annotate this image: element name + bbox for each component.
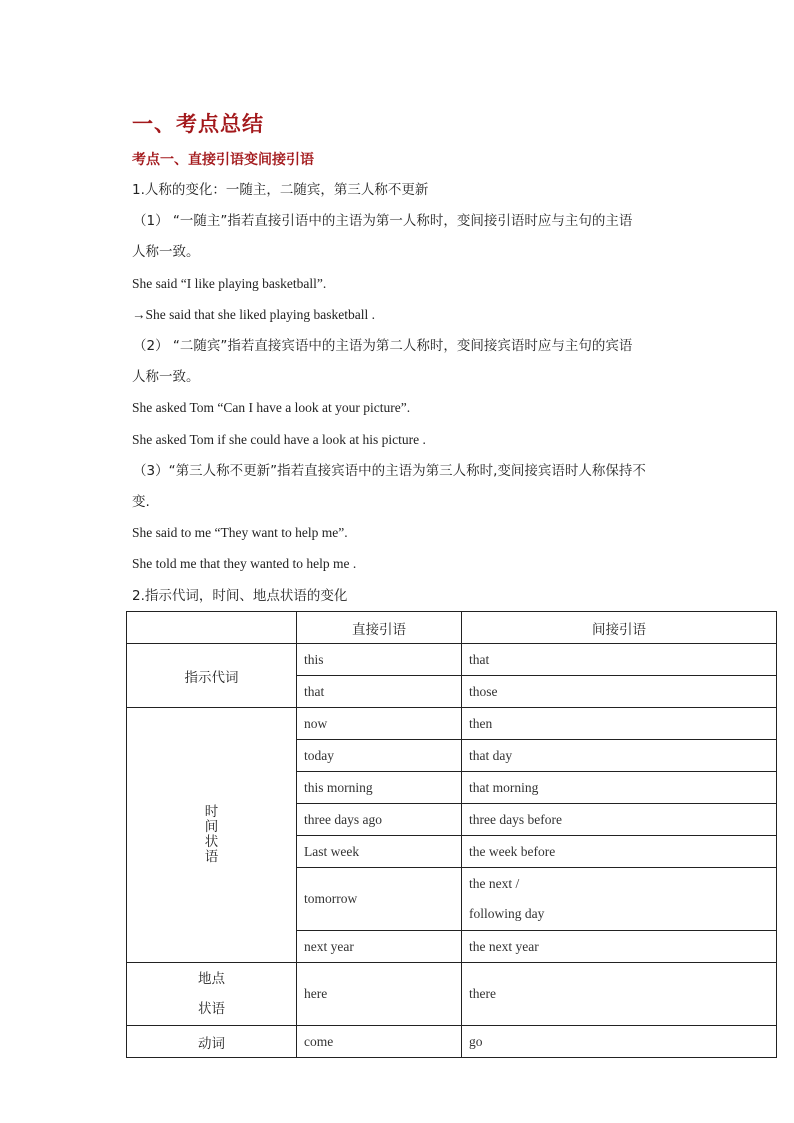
topic-heading: 考点一、直接引语变间接引语 (132, 152, 314, 168)
table-header-cell: 间接引语 (462, 612, 777, 644)
indirect-cell: those (462, 676, 777, 708)
body-line: 2.指示代词，时间、地点状语的变化 (132, 588, 348, 604)
table-row (127, 1026, 777, 1058)
direct-cell: come (297, 1026, 462, 1058)
indirect-line: the next / (469, 876, 520, 891)
direct-cell: Last week (297, 836, 462, 868)
table-header-row (127, 612, 777, 644)
indirect-cell (462, 868, 777, 931)
direct-cell: today (297, 740, 462, 772)
indirect-cell: that (462, 644, 777, 676)
direct-cell: three days ago (297, 804, 462, 836)
indirect-cell: the week before (462, 836, 777, 868)
example-sentence: →She said that she liked playing basketball . (132, 307, 375, 322)
body-line: （1） “一随主”指若直接引语中的主语为第一人称时，变间接引语时应与主句的主语 (133, 213, 633, 229)
body-line: 人称一致。 (132, 244, 200, 260)
table-row (127, 963, 777, 1026)
example-sentence: She told me that they wanted to help me . (132, 556, 357, 571)
section-heading: 一、考点总结 (132, 111, 264, 136)
group-label: 指示代词 (127, 644, 297, 708)
example-sentence: She said “I like playing basketball”. (132, 276, 327, 291)
body-line: 人称一致。 (132, 369, 200, 385)
group-label: 动词 (127, 1026, 297, 1058)
indirect-cell: the next year (462, 931, 777, 963)
body-line: （2） “二随宾”指若直接宾语中的主语为第二人称时，变间接宾语时应与主句的宾语 (133, 338, 633, 354)
example-sentence: She asked Tom if she could have a look at his picture . (132, 432, 426, 447)
indirect-cell: three days before (462, 804, 777, 836)
indirect-cell: there (462, 963, 777, 1026)
direct-cell: next year (297, 931, 462, 963)
body-line: （3）“第三人称不更新”指若直接宾语中的主语为第三人称时,变间接宾语时人称保持不 (133, 463, 646, 479)
conversion-table (126, 611, 777, 1058)
table-header-cell (127, 612, 297, 644)
example-sentence: She asked Tom “Can I have a look at your picture”. (132, 400, 411, 415)
example-sentence: She said to me “They want to help me”. (132, 525, 348, 540)
direct-cell: tomorrow (297, 868, 462, 931)
group-label-line: 状语 (198, 1001, 225, 1017)
table-row (127, 708, 777, 740)
vertical-label: 时间状语 (204, 804, 219, 865)
indirect-cell: that morning (462, 772, 777, 804)
group-label-line: 地点 (198, 971, 225, 987)
table-row (127, 644, 777, 676)
direct-cell: this morning (297, 772, 462, 804)
direct-cell: now (297, 708, 462, 740)
indirect-cell: that day (462, 740, 777, 772)
indirect-line: following day (469, 906, 545, 921)
group-label (127, 963, 297, 1026)
body-line: 变. (132, 494, 150, 510)
indirect-cell: then (462, 708, 777, 740)
group-label (127, 708, 297, 963)
body-line: 1.人称的变化：一随主，二随宾，第三人称不更新 (132, 182, 429, 198)
direct-cell: this (297, 644, 462, 676)
indirect-cell: go (462, 1026, 777, 1058)
direct-cell: here (297, 963, 462, 1026)
table-header-cell: 直接引语 (297, 612, 462, 644)
direct-cell: that (297, 676, 462, 708)
